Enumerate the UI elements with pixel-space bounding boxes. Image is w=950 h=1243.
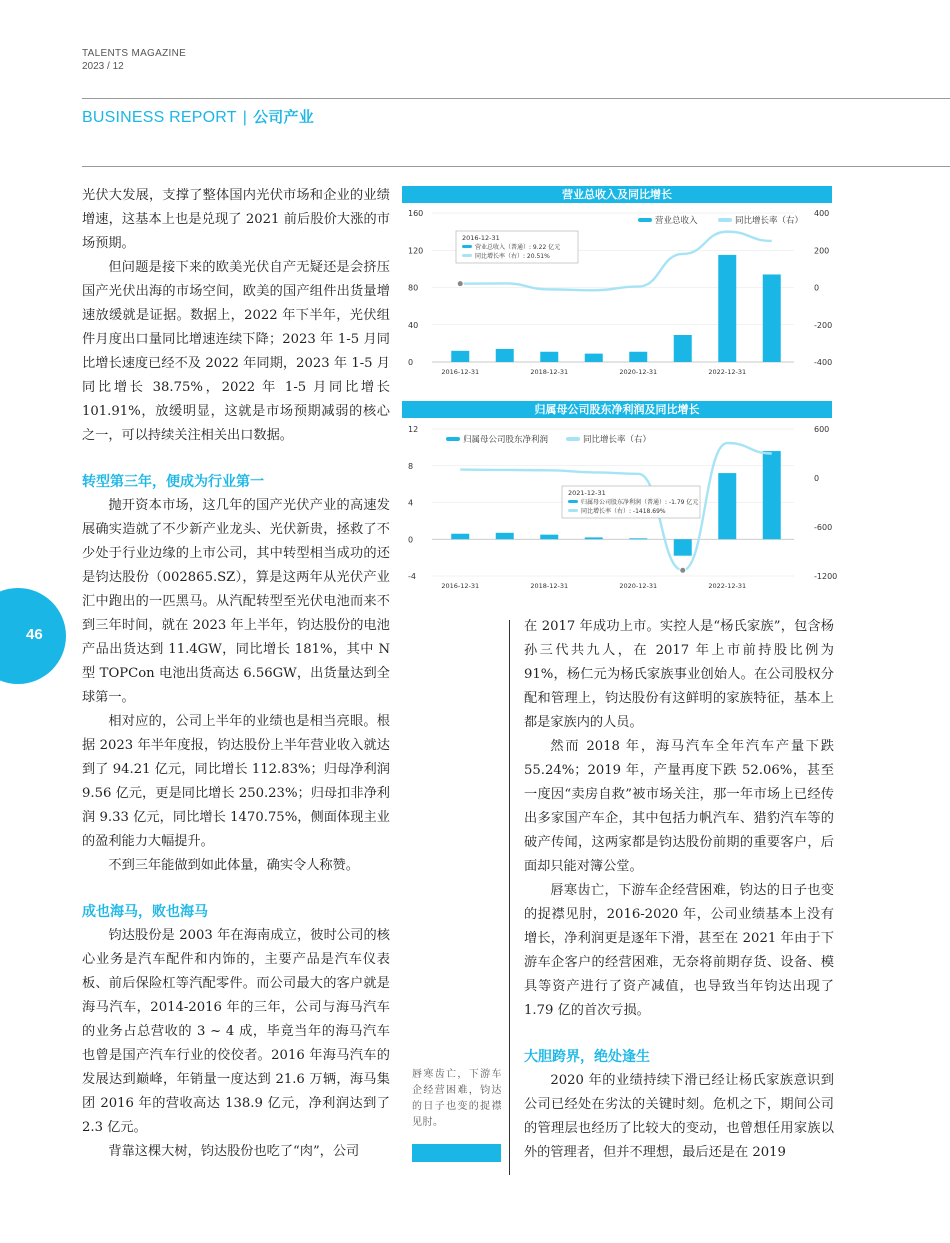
highlight-point [680, 567, 686, 573]
x-tick: 2016-12-31 [441, 582, 480, 590]
highlight-point [457, 281, 463, 287]
paragraph: 抛开资本市场，这几年的国产光伏产业的高速发展确实造就了不少新产业龙头、光伏新贵，拯救了不少处于行业边缘的上市公司，其中转型相当成功的还是钧达股份（002865.SZ），算是这两年从光伏产业汇中跑出的一匹黑马。从汽配转型至光伏电池而来不到三年时间，就在 2023 年上半年，钧达股份的电池产品出货达到 11.4GW，同比增长 181%，其中 N 型 TOPCon 电池出货高达 6.56GW，出货量达到全球第一。 [82, 498, 390, 705]
legend-swatch [638, 218, 652, 222]
y-left-tick: -4 [408, 572, 416, 581]
legend-label: 归属母公司股东净利润 [463, 435, 549, 445]
issue-number: 2023 / 12 [82, 61, 124, 72]
chart-revenue [402, 203, 834, 378]
paragraph: 然而 2018 年，海马汽车全年汽车产量下跌 55.24%；2019 年，产量再度下跌 52.06%，甚至一度因“卖房自救”被市场关注，那一年市场上已经传出多家国产车企，其中包括力帆汽车、猎豹汽车等的破产传闻，这两家都是钧达股份前期的重要客户，后面却只能对簿公堂。 [524, 739, 834, 874]
paragraph-gap [82, 448, 390, 470]
paragraph: 光伏大发展，支撑了整体国内光伏市场和企业的业绩增速，这基本上也是兑现了 2021 前后股价大涨的市场预期。 [82, 188, 390, 251]
tooltip-line: 归属母公司股东净利润（普通）: -1.79 亿元 [581, 499, 699, 506]
y-right-tick: -1200 [814, 572, 838, 581]
bar [718, 473, 736, 539]
tooltip-swatch [568, 500, 578, 503]
y-right-tick: -600 [814, 523, 833, 532]
paragraph: 不到三年能做到如此体量，确实令人称赞。 [108, 858, 359, 873]
bar [540, 352, 558, 362]
tooltip-swatch [568, 509, 578, 512]
y-left-tick: 40 [408, 320, 419, 330]
paragraph: 2020 年的业绩持续下滑已经让杨氏家族意识到公司已经处在劣汰的关键时刻。危机之下，期间公司的管理层也经历了比较大的变动，也曾想任用家族以外的管理者，但并不理想，最后还是在 2019 [524, 1073, 834, 1160]
legend-swatch [718, 218, 732, 222]
column-divider [509, 620, 510, 1175]
y-left-tick: 0 [408, 535, 414, 545]
x-tick: 2022-12-31 [708, 582, 747, 590]
y-left-tick: 80 [408, 283, 419, 293]
subheading: 大胆跨界，绝处逢生 [524, 1049, 650, 1065]
legend-swatch [446, 437, 460, 441]
magazine-name: TALENTS MAGAZINE [82, 48, 187, 59]
x-tick: 2020-12-31 [619, 582, 658, 590]
y-left-tick: 0 [408, 358, 414, 367]
paragraph: 相对应的，公司上半年的业绩也是相当亮眼。根据 2023 年半年度报，钧达股份上半年营业收入就达到了 94.21 亿元，同比增长 112.83%；归母净利润 9.56 亿元，更是同比增长 250.23%；归母扣非净利润 9.33 亿元，同比增长 1470.75%，侧面体现主业的盈利能力大幅提升。 [82, 714, 390, 849]
y-left-tick: 4 [408, 498, 414, 508]
y-right-tick: -400 [814, 358, 833, 367]
bar [763, 451, 781, 539]
x-tick: 2018-12-31 [530, 368, 569, 376]
subheading: 成也海马，败也海马 [82, 904, 208, 920]
section-title-en: BUSINESS REPORT [82, 109, 237, 126]
header-rule [82, 98, 950, 99]
bar [496, 533, 514, 539]
y-left-tick: 120 [408, 246, 424, 256]
tooltip-swatch [462, 245, 472, 248]
chart-profit-title: 归属母公司股东净利润及同比增长 [402, 401, 832, 418]
paragraph: 背靠这棵大树，钧达股份也吃了“肉”，公司 [108, 1144, 360, 1159]
tooltip-date: 2016-12-31 [462, 234, 500, 242]
bar [674, 539, 692, 555]
section-title-cn: 公司产业 [253, 108, 314, 126]
bar [585, 537, 603, 539]
y-left-tick: 12 [408, 425, 419, 434]
section-rule [82, 166, 950, 167]
section-divider: | [242, 109, 248, 126]
x-tick: 2016-12-31 [441, 368, 480, 376]
right-column [524, 615, 834, 1165]
tooltip-line: 同比增长率（右）: 20.51% [475, 253, 550, 260]
tooltip-line: 同比增长率（右）: -1418.69% [581, 508, 666, 515]
bar [451, 351, 469, 362]
page-number: 46 [26, 626, 43, 643]
paragraph: 钧达股份是 2003 年在海南成立，彼时公司的核心业务是汽车配件和内饰的，主要产品是汽车仪表板、前后保险杠等汽配零件。而公司最大的客户就是海马汽车，2014-2016 年的三年，公司与海马汽车的业务占总营收的 3 ~ 4 成，毕竟当年的海马汽车也曾是国产汽车行业的佼佼者。2016 年海马汽车的发展达到巅峰，年销量一度达到 21.6 万辆，海马集团 2016 年的营收高达 138.9 亿元，净利润达到了 2.3 亿元。 [82, 928, 390, 1135]
pull-quote-accent [412, 1144, 501, 1162]
paragraph-gap [524, 1023, 834, 1045]
chart-revenue-title: 营业总收入及同比增长 [402, 186, 832, 203]
pull-quote: 唇寒齿亡，下游车企经营困难，钧达的日子也变的捉襟见肘。 [412, 1069, 502, 1128]
y-left-tick: 160 [408, 209, 424, 218]
x-tick: 2022-12-31 [708, 368, 747, 376]
bar [451, 534, 469, 540]
tooltip-line: 营业总收入（普通）: 9.22 亿元 [475, 244, 561, 251]
y-right-tick: 0 [814, 283, 820, 293]
bar [674, 335, 692, 362]
y-right-tick: -200 [814, 320, 833, 330]
x-tick: 2018-12-31 [530, 582, 569, 590]
bar [496, 349, 514, 362]
legend-swatch [566, 437, 580, 441]
paragraph: 在 2017 年成功上市。实控人是“杨氏家族”，包含杨孙三代共九人，在 2017 年上市前持股比例为 91%，杨仁元为杨氏家族事业创始人。在公司股权分配和管理上，钧达股份有这鲜明的家族特征，基本上都是家族内的人员。 [524, 619, 834, 730]
chart-profit [402, 418, 838, 593]
x-tick: 2020-12-31 [619, 368, 658, 376]
bar [718, 255, 736, 362]
section-title [82, 106, 314, 127]
paragraph: 唇寒齿亡，下游车企经营困难，钧达的日子也变的捉襟见肘，2016-2020 年，公司业绩基本上没有增长，净利润更是逐年下滑，甚至在 2021 年由于下游车企客户的经营困难，无奈将前期存货、设备、模具等资产进行了资产减值，也导致当年钧达出现了 1.79 亿的首次亏损。 [524, 883, 834, 1018]
paragraph: 但问题是接下来的欧美光伏自产无疑还是会挤压国产光伏出海的市场空间，欧美的国产组件出货量增速放缓就是证据。数据上，2022 年下半年，光伏组件月度出口量同比增速连续下降；2023 年 1-5 月同比增长速度已经不及 2022 年同期，2023 年 1-5 月同比增长 38.75%，2022 年 1-5 月同比增长 101.91%，放缓明显，这就是市场预期减弱的核心之一，可以持续关注相关出口数据。 [82, 260, 390, 443]
paragraph-gap [82, 878, 390, 900]
y-left-tick: 8 [408, 461, 414, 471]
bar [629, 538, 647, 539]
tooltip-date: 2021-12-31 [568, 489, 606, 497]
bar [540, 535, 558, 540]
y-right-tick: 600 [814, 425, 830, 434]
left-column [82, 184, 390, 1164]
bar [585, 354, 603, 362]
legend-label: 同比增长率（右） [735, 216, 804, 226]
y-right-tick: 0 [814, 474, 820, 483]
legend-label: 营业总收入 [655, 216, 698, 226]
subheading: 转型第三年，便成为行业第一 [82, 474, 264, 490]
y-right-tick: 200 [814, 246, 830, 256]
legend-label: 同比增长率（右） [583, 435, 652, 445]
y-right-tick: 400 [814, 209, 830, 218]
tooltip-swatch [462, 254, 472, 257]
bar [629, 352, 647, 362]
bar [763, 274, 781, 362]
